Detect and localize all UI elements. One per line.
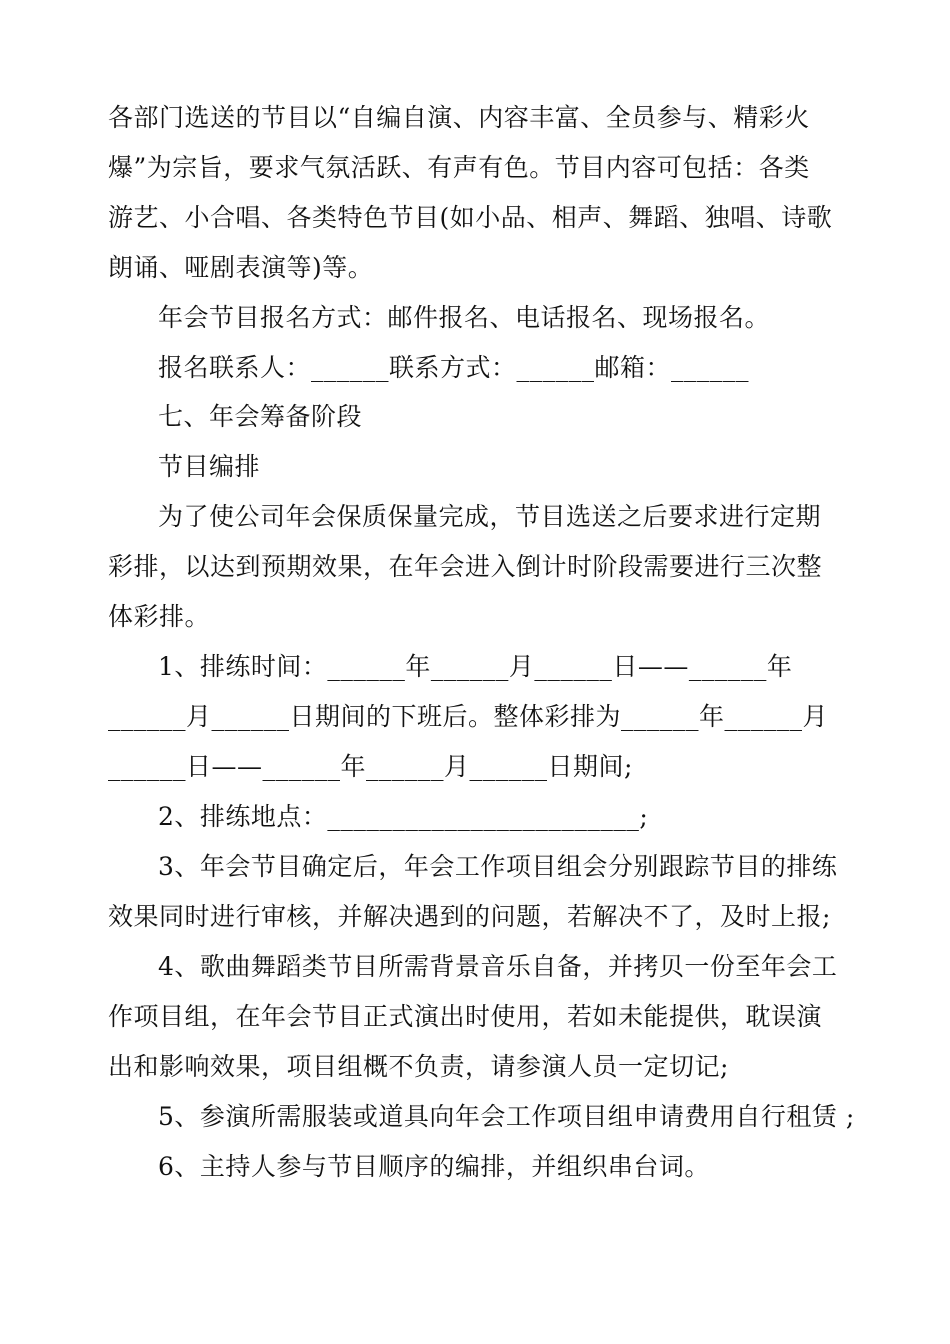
list-item-line: 1、排练时间：______年______月______日——______年 (158, 652, 793, 681)
paragraph-line: 游艺、小合唱、各类特色节目(如小品、相声、舞蹈、独唱、诗歌 (108, 203, 833, 232)
paragraph-line: 爆”为宗旨，要求气氛活跃、有声有色。节目内容可包括：各类 (108, 153, 810, 182)
paragraph-line: 彩排，以达到预期效果，在年会进入倒计时阶段需要进行三次整 (108, 552, 823, 581)
section-heading: 七、年会筹备阶段 (158, 402, 363, 431)
subsection-heading: 节目编排 (158, 452, 261, 481)
signup-contact-line: 报名联系人：______联系方式：______邮箱：______ (158, 353, 750, 382)
paragraph-line: 为了使公司年会保质保量完成，节目选送之后要求进行定期 (158, 502, 822, 531)
list-item-line: 2、排练地点：________________________; (158, 802, 649, 831)
list-item-line: 3、年会节目确定后，年会工作项目组会分别跟踪节目的排练 (158, 852, 838, 881)
list-item-line: 效果同时进行审核，并解决遇到的问题，若解决不了，及时上报; (108, 902, 831, 931)
list-item-line: 4、歌曲舞蹈类节目所需背景音乐自备，并拷贝一份至年会工 (158, 952, 838, 981)
paragraph-line: 体彩排。 (108, 602, 211, 631)
list-item-line: 5、参演所需服装或道具向年会工作项目组申请费用自行租赁 ; (158, 1102, 855, 1131)
paragraph-line: 朗诵、哑剧表演等)等。 (108, 253, 374, 282)
signup-methods-line: 年会节目报名方式：邮件报名、电话报名、现场报名。 (158, 303, 771, 332)
list-item-line: 6、主持人参与节目顺序的编排，并组织串台词。 (158, 1152, 710, 1181)
list-item-line: ______月______日期间的下班后。整体彩排为______年______月 (108, 702, 829, 731)
list-item-line: ______日——______年______月______日期间; (108, 752, 633, 781)
paragraph-line: 各部门选送的节目以“自编自演、内容丰富、全员参与、精彩火 (108, 103, 810, 132)
list-item-line: 出和影响效果，项目组概不负责，请参演人员一定切记; (108, 1052, 729, 1081)
list-item-line: 作项目组，在年会节目正式演出时使用，若如未能提供，耽误演 (108, 1002, 823, 1031)
